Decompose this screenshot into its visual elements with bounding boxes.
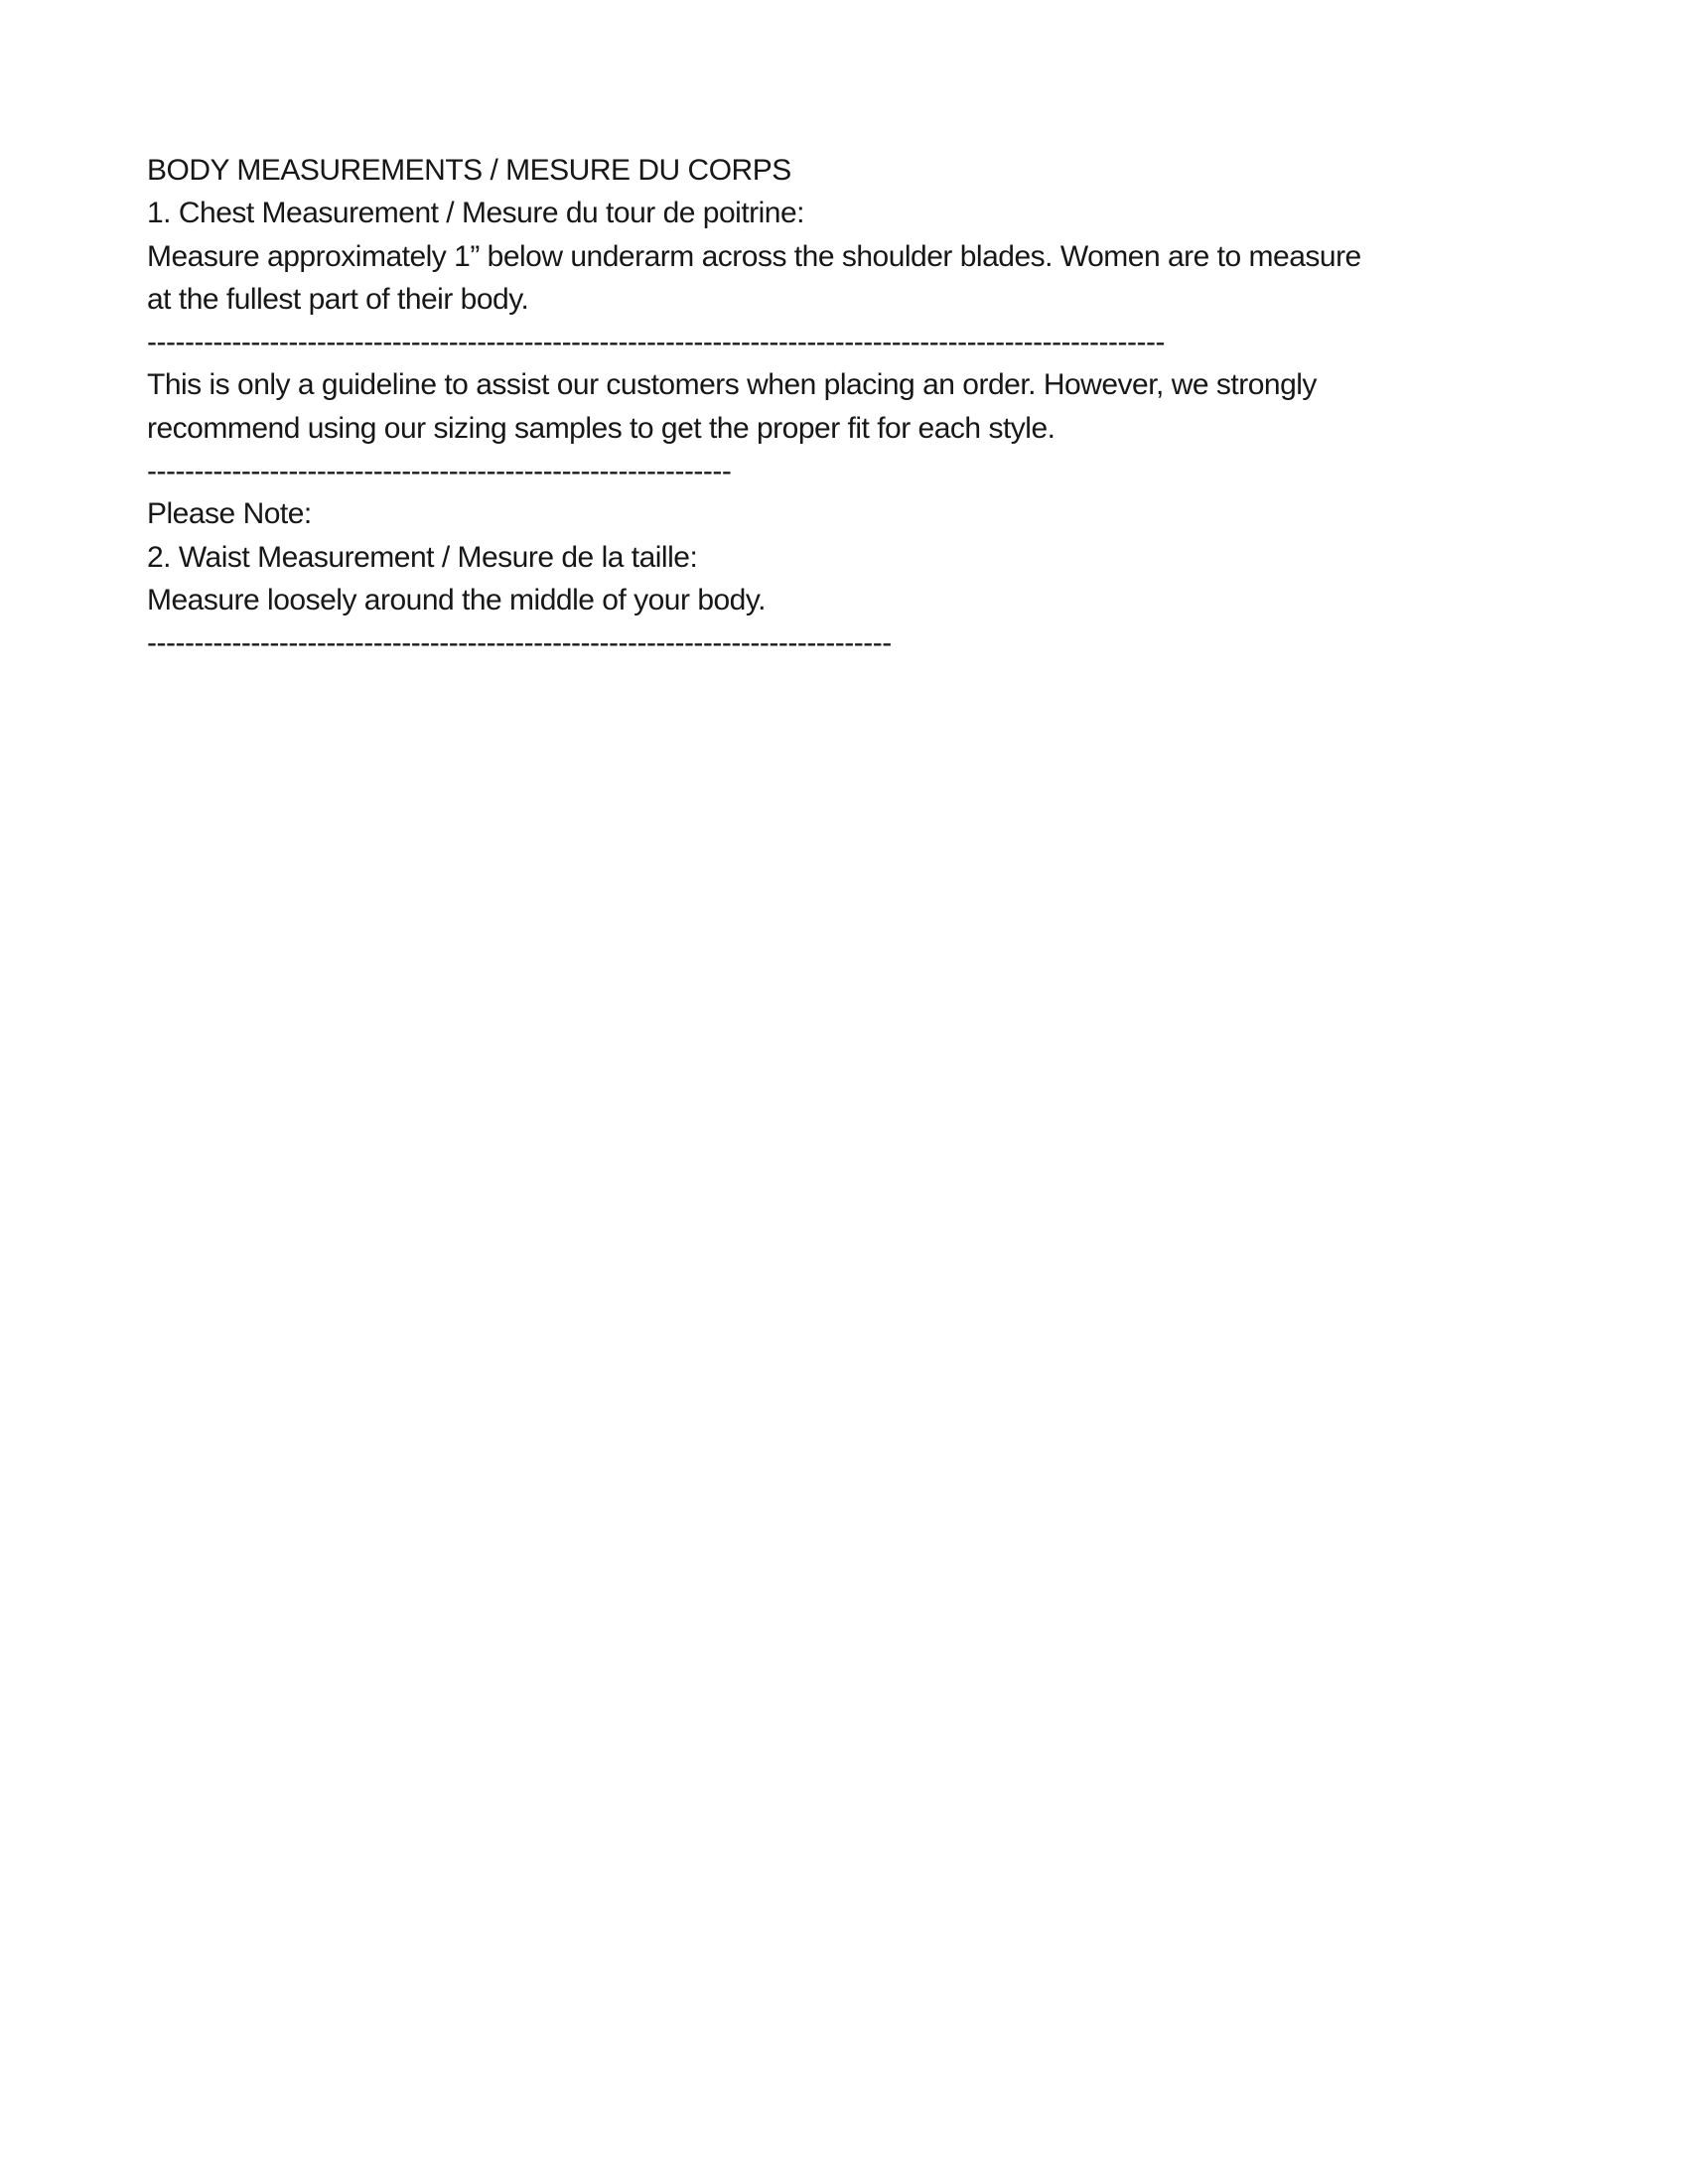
paragraph-line-waist-instructions: Measure loosely around the middle of your body.: [147, 583, 766, 616]
paragraph-line-please-note: Please Note:: [147, 497, 312, 531]
paragraph-line-guideline-1: This is only a guideline to assist our customers when placing an order. However, we strongly: [147, 368, 1317, 402]
paragraph-line-chest-heading: 1. Chest Measurement / Mesure du tour de poitrine:: [147, 197, 805, 230]
paragraph-line-guideline-2: recommend using our sizing samples to get the proper fit for each style.: [147, 411, 1055, 445]
paragraph-line-chest-instructions-1: Measure approximately 1” below underarm across the shoulder blades. Women are to measure: [147, 239, 1361, 273]
document-title: BODY MEASUREMENTS / MESURE DU CORPS: [147, 154, 791, 187]
document-content: [147, 149, 1547, 665]
separator-dashes-long: ------------------------------------------------------------------------------------------------------------: [147, 326, 1165, 359]
paragraph-line-chest-instructions-2: at the fullest part of their body.: [147, 282, 529, 316]
paragraph-line-waist-heading: 2. Waist Measurement / Mesure de la taille:: [147, 540, 698, 574]
separator-dashes-medium: --------------------------------------------------------------: [147, 455, 732, 488]
separator-dashes-short: -------------------------------------------------------------------------------: [147, 626, 892, 660]
